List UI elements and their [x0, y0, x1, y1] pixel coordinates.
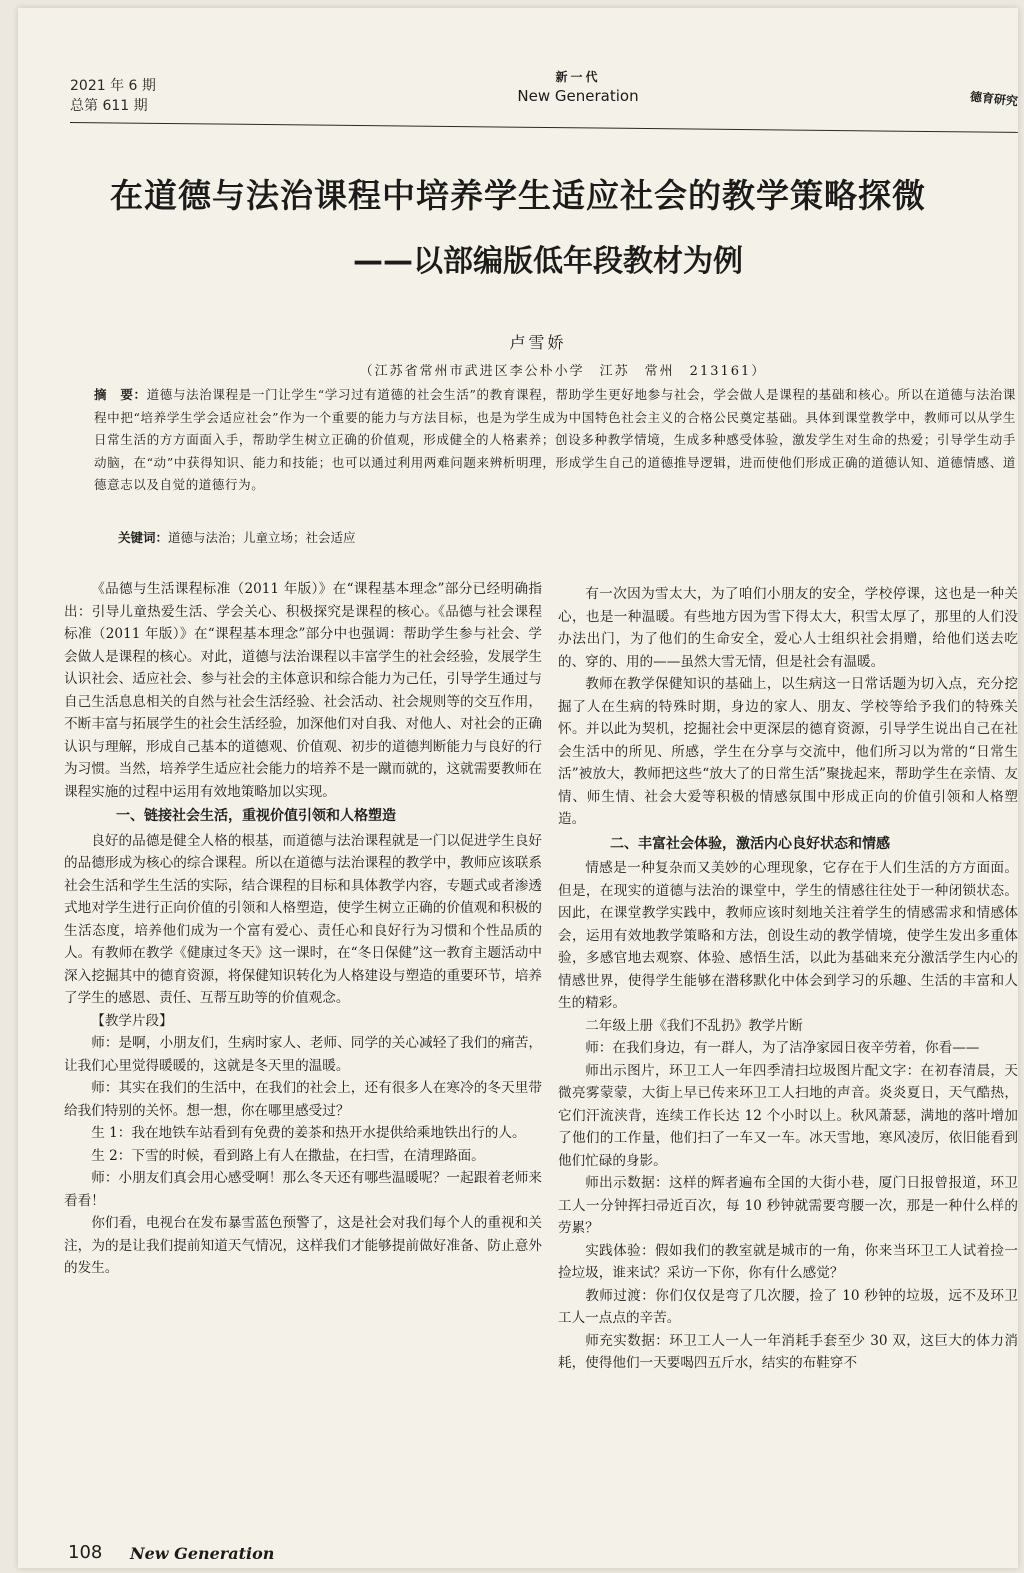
- article-title: 在道德与法治课程中培养学生适应社会的教学策略探微: [110, 176, 926, 215]
- left-column: [64, 578, 542, 1280]
- body-paragraph: 师出示数据：这样的辉者遍布全国的大街小巷，厦门日报曾报道，环卫工人一分钟挥扫帚近百次，每 10 秒钟就需要弯腰一次，那是一种什么样的劳累？: [558, 1175, 1018, 1236]
- section-label: 德育研究: [969, 89, 1019, 109]
- author-affiliation: （江苏省常州市武进区李公朴小学 江苏 常州 213161）: [359, 364, 767, 379]
- dialogue-paragraph: 师：是啊，小朋友们，生病时家人、老师、同学的关心减轻了我们的痛苦，让我们心里觉得暖暖的，这就是冬天里的温暖。: [64, 1035, 542, 1074]
- dialogue-paragraph: 师：其实在我们的生活中，在我们的社会上，还有很多人在寒冷的冬天里带给我们特别的关怀。想一想，你在哪里感受过？: [64, 1080, 542, 1119]
- issue-info: [70, 76, 156, 116]
- journal-name-en: New Generation: [517, 87, 639, 105]
- issue-total: 总第 611 期: [70, 98, 148, 114]
- journal-page: [18, 8, 1018, 1568]
- section-heading-2: 二、丰富社会体验，激活内心良好状态和情感: [610, 835, 890, 852]
- keywords-text: 道德与法治；儿童立场；社会适应: [168, 530, 356, 545]
- journal-masthead: [478, 68, 678, 105]
- lesson-caption: 二年级上册《我们不乱扔》教学片断: [585, 1017, 803, 1034]
- right-column: [558, 583, 1018, 1375]
- journal-name-cn: 新一代: [555, 70, 601, 84]
- body-paragraph: 良好的品德是健全人格的根基，而道德与法治课程就是一门以促进学生良好的品德形成为核心的综合课程。所以在道德与法治课程的教学中，教师应该联系社会生活和学生生活的实际，结合课程的目标和具体教学内容，专题式或者渗透式地对学生进行正向价值的引领和人格塑造，使学生树立正确的价值观和积极的生活态度，培养他们成为一个富有爱心、责任心和良好行为习惯和个性品质的人。有教师在教学《健康过冬天》这一课时，在“冬日保健”这一教育主题活动中深入挖掘其中的德育资源，将保健知识转化为人格建设与塑造的重要环节，培养了学生的感恩、责任、互帮互助等的价值观念。: [64, 832, 542, 1006]
- body-paragraph: 师充实数据：环卫工人一人一年消耗手套至少 30 双，这巨大的体力消耗，使得他们一天要喝四五斤水，结实的布鞋穿不: [558, 1332, 1018, 1371]
- abstract: [94, 384, 1016, 497]
- segment-label: 【教学片段】: [91, 1012, 173, 1029]
- body-paragraph: 情感是一种复杂而又美妙的心理现象，它存在于人们生活的方方面面。但是，在现实的道德与法治的课堂中，学生的情感往往处于一种闭锁状态。因此，在课堂教学实践中，教师应该时刻地关注着学生的情感需求和情感体会，运用有效地教学策略和方法，创设生动的教学情境，使学生发出多重体验，多感官地去观察、体验、感悟生活，以此为基础来充分激活学生内心的情感世界，使得学生能够在潜移默化中体会到学习的乐趣、生活的丰富和人生的精彩。: [558, 860, 1018, 1011]
- footer-brand: New Generation: [130, 1544, 275, 1563]
- section-heading-1: 一、链接社会生活，重视价值引领和人格塑造: [116, 808, 396, 824]
- body-paragraph: 你们看，电视台在发布暴雪蓝色预警了，这是社会对我们每个人的重视和关注，为的是让我们提前知道天气情况，这样我们才能够提前做好准备、防止意外的发生。: [64, 1215, 542, 1276]
- body-paragraph: 实践体验：假如我们的教室就是城市的一角，你来当环卫工人试着捡一捡垃圾，谁来试？采访一下你，你有什么感觉？: [558, 1242, 1018, 1281]
- intro-paragraph: 《品德与生活课程标准（2011 年版）》在“课程基本理念”部分已经明确指出：引导儿童热爱生活、学会关心、积极探究是课程的核心。《品德与社会课程标准（2011 年版）》在“课程基本理念”部分中也强调：帮助学生参与社会、学会做人是课程的核心。对此，道德与法治课程以丰富学生的社会经验，发展学生认识社会、适应社会、参与社会的主体意识和综合能力为己任，引导学生通过与自己生活息息相关的自然与社会生活经验、社会活动、社会规则等的交互作用，不断丰富与拓展学生的社会生活经验，加深他们对自我、对他人、对社会的正确认识与理解，形成自己基本的道德观、价值观、初步的道德判断能力与良好的行为习惯。当然，培养学生适应社会能力的培养不是一蹴而就的，这就需要教师在课程实施的过程中运用有效地策略加以实现。: [64, 581, 542, 800]
- page-number: 108: [68, 1542, 103, 1563]
- dialogue-paragraph: 生 1：我在地铁车站看到有免费的姜茶和热开水提供给乘地铁出行的人。: [91, 1125, 526, 1141]
- keywords-label: 关键词：: [118, 530, 169, 545]
- abstract-label: 摘 要：: [94, 387, 147, 402]
- body-paragraph: 教师在教学保健知识的基础上，以生病这一日常话题为切入点，充分挖掘了人在生病的特殊时期，身边的家人、朋友、学校等给予我们的特殊关怀。并以此为契机，挖掘社会中更深层的德育资源，引导学生说出自己在社会生活中的所见、所感，学生在分享与交流中，他们所习以为常的“日常生活”被放大，教师把这些“放大了的日常生活”聚拢起来，帮助学生在亲情、友情、师生情、社会大爱等积极的情感氛围中形成正向的价值引领和人格塑造。: [558, 676, 1018, 827]
- dialogue-paragraph: 师：小朋友们真会用心感受啊！那么冬天还有哪些温暖呢？一起跟着老师来看看！: [64, 1170, 542, 1209]
- body-paragraph: 师出示图片，环卫工人一年四季清扫垃圾图片配文字：在初春清晨，天微亮雾蒙蒙，大街上早已传来环卫工人扫地的声音。炎炎夏日，天气酷热，它们汗流浃背，连续工作长达 12 个小时以上。秋风萧瑟，满地的落叶增加了他们的工作量，他们扫了一车又一车。冰天雪地，寒风凌厉，依旧能看到他们忙碌的身影。: [558, 1062, 1018, 1169]
- body-paragraph: 教师过渡：你们仅仅是弯了几次腰，捡了 10 秒钟的垃圾，远不及环卫工人一点点的辛苦。: [558, 1287, 1018, 1326]
- header-divider: [70, 122, 1018, 133]
- abstract-text: 道德与法治课程是一门让学生“学习过有道德的社会生活”的教育课程，帮助学生更好地参与社会，学会做人是课程的基础和核心。所以在道德与法治课程中把“培养学生学会适应社会”作为一个重要的能力与方法目标，也是为学生成为中国特色社会主义的合格公民奠定基础。具体到课堂教学中，教师可以从学生日常生活的方方面面入手，帮助学生树立正确的价值观，形成健全的人格素养；创设多种教学情境，生成多种感受体验，激发学生对生命的热爱；引导学生动手动脑，在“动”中获得知识、能力和技能；也可以通过利用两难问题来辨析明理，形成学生自己的道德推导逻辑，进而使他们形成正确的道德认知、道德情感、道德意志以及自觉的道德行为。: [94, 387, 1016, 492]
- article-subtitle: ——以部编版低年段教材为例: [353, 244, 743, 279]
- dialogue-paragraph: 生 2：下雪的时候，看到路上有人在撒盐，在扫雪，在清理路面。: [91, 1147, 485, 1164]
- dialogue-paragraph: 师：在我们身边，有一群人，为了洁净家园日夜辛劳着，你看——: [585, 1040, 980, 1056]
- issue-year: 2021 年 6 期: [70, 78, 156, 94]
- keywords: [118, 528, 998, 546]
- article-author: 卢雪娇: [509, 333, 567, 352]
- body-paragraph: 有一次因为雪太大，为了咱们小朋友的安全，学校停课，这也是一种关心，也是一种温暖。有些地方因为雪下得太大，积雪太厚了，那里的人们没办法出门，为了他们的生命安全，爱心人士组织社会捐赠，给他们送去吃的、穿的、用的——虽然大雪无情，但是社会有温暖。: [558, 586, 1018, 670]
